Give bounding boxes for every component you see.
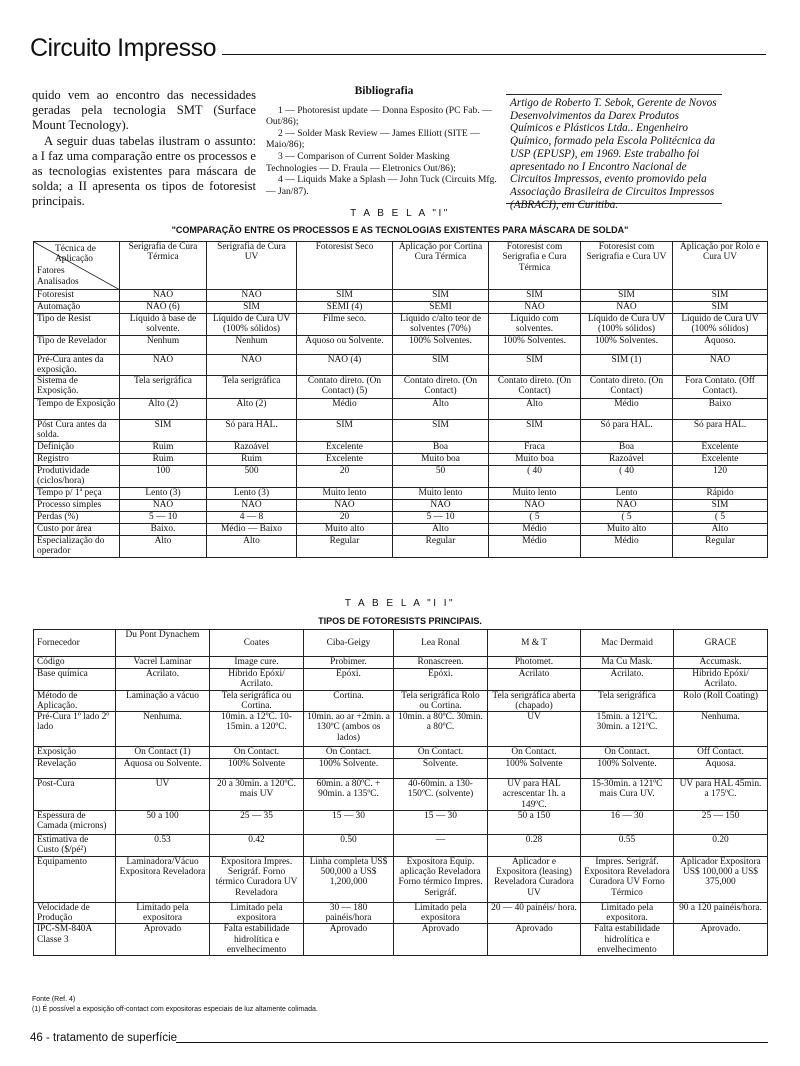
table1-row bbox=[34, 441, 768, 453]
table1-row bbox=[34, 290, 768, 302]
table2-cell: 0.28 bbox=[488, 835, 581, 857]
table2-cell: Epóxi. bbox=[304, 669, 394, 691]
table2-cell: Aprovado. bbox=[674, 924, 768, 956]
table2-cell: 10min. ao ar +2min. a 130ºC (ambos os lados) bbox=[304, 712, 394, 747]
table2-cell: 100% Solvente bbox=[210, 759, 304, 779]
table2-cell: On Contact. bbox=[488, 747, 581, 759]
table1-cell: Boa bbox=[393, 441, 489, 453]
table2-cell: UV bbox=[488, 712, 581, 747]
header-rule bbox=[222, 54, 766, 55]
table1-cell: Médio — Baixo bbox=[207, 523, 297, 535]
bibliography-item: 1 — Photoresist update — Donna Esposito (PC Fab. — Out/86); bbox=[266, 104, 492, 128]
table2-cell: 25 — 35 bbox=[210, 811, 304, 835]
table2-cell: 100% Solvente. bbox=[581, 759, 674, 779]
table1-cell: Regular bbox=[673, 535, 768, 557]
table1-cell: Excelente bbox=[673, 441, 768, 453]
table1-col-header: Aplicação por Cortina Cura Térmica bbox=[393, 242, 489, 290]
table2-cell: 15-30min. a 121ºC mais Cura UV. bbox=[581, 779, 674, 811]
table2-cell: Acrilato. bbox=[581, 669, 674, 691]
table2-row-label: Pré-Cura 1º lado 2º lado bbox=[34, 712, 116, 747]
table1-cell: SIM bbox=[581, 290, 673, 302]
table2-row bbox=[34, 747, 768, 759]
bibliography-item: 2 — Solder Mask Review — James Elliott (SITE — Maio/86); bbox=[266, 127, 480, 151]
table1-cell: Aquoso. bbox=[673, 335, 768, 354]
table1-row bbox=[34, 535, 768, 557]
table1-cell: Líquido de Cura UV (100% sólidos) bbox=[581, 314, 673, 336]
table1-cell: SIM bbox=[297, 290, 393, 302]
table2-cell: 60min. a 80ºC. + 90min. a 135ºC. bbox=[304, 779, 394, 811]
table2-cell: 20 — 40 painéis/ hora. bbox=[488, 902, 581, 924]
table1-cell: NÃO bbox=[207, 499, 297, 511]
table1-cell: Excelente bbox=[297, 453, 393, 465]
table2-row bbox=[34, 779, 768, 811]
table2-cell: 100% Solvente bbox=[488, 759, 581, 779]
table2-cell: Solvente. bbox=[394, 759, 488, 779]
table2-row bbox=[34, 690, 768, 712]
table2-cell: Falta estabilidade hidrolítica e envelhecimento bbox=[210, 924, 304, 956]
table1-cell: ( 5 bbox=[581, 511, 673, 523]
table2-cell: 15 — 30 bbox=[304, 811, 394, 835]
table1-cell: Ruim bbox=[120, 441, 207, 453]
table1-row bbox=[34, 376, 768, 399]
page-header-title: Circuito Impresso bbox=[30, 34, 216, 62]
table1-cell: Excelente bbox=[673, 453, 768, 465]
table1-cell: 100 bbox=[120, 465, 207, 487]
table2-cell: 0.55 bbox=[581, 835, 674, 857]
intro-paragraph-1: quido vem ao encontro das necessidades geradas pela tecnologia SMT (Surface Mount Tecnology). bbox=[32, 88, 256, 133]
table2-cell: Tela serigráfica ou Cortina. bbox=[210, 690, 304, 712]
table1-col-header: Serigrafia de Cura UV bbox=[207, 242, 297, 290]
table1-cell: Líquido à base de solvente. bbox=[120, 314, 207, 336]
table2-cell: 50 a 100 bbox=[116, 811, 210, 835]
table1-cell: Tela serigráfica bbox=[207, 376, 297, 399]
table2-cell: Photomet. bbox=[488, 657, 581, 669]
table2-cell: On Contact. bbox=[394, 747, 488, 759]
table1-cell: NÃO bbox=[207, 354, 297, 376]
intro-text bbox=[32, 88, 256, 210]
table1-cell: SEMI bbox=[393, 302, 489, 314]
table1-row-label: Tempo p/ 1ª peça bbox=[34, 487, 120, 499]
table1-row bbox=[34, 487, 768, 499]
table2-cell: 10min. a 80ºC. 30min. a 80ºC. bbox=[394, 712, 488, 747]
table1-row bbox=[34, 453, 768, 465]
table2-cell: Laminação a vácuo bbox=[116, 690, 210, 712]
table2-col-header: Lea Ronal bbox=[394, 630, 488, 657]
table2-cell: Ma Cu Mask. bbox=[581, 657, 674, 669]
table1-cell: Contato direto. (On Contact) bbox=[393, 376, 489, 399]
table2-row bbox=[34, 657, 768, 669]
table1-cell: Baixo bbox=[673, 399, 768, 420]
table2-cell: 50 a 150 bbox=[488, 811, 581, 835]
table1-row-label: Perdas (%) bbox=[34, 511, 120, 523]
table1-cell: Boa bbox=[581, 441, 673, 453]
table1-cell: Fraca bbox=[489, 441, 581, 453]
table1-cell: 100% Solventes. bbox=[393, 335, 489, 354]
table1-cell: NÃO bbox=[207, 290, 297, 302]
table1-row-label: Sistema de Exposição. bbox=[34, 376, 120, 399]
table2-row bbox=[34, 811, 768, 835]
table2-cell: Expositora Impres. Serigráf. Forno térmico Curadora UV Reveladora bbox=[210, 856, 304, 902]
table1-cell: Só para HAL. bbox=[207, 420, 297, 442]
table1-cell: Lento bbox=[581, 487, 673, 499]
table2-cell: On Contact. bbox=[304, 747, 394, 759]
table1-row bbox=[34, 314, 768, 336]
table2-cell: On Contact (1) bbox=[116, 747, 210, 759]
table2-row-label: Estimativa de Custo ($/pé²) bbox=[34, 835, 116, 857]
table1-col-header: Aplicação por Rolo e Cura UV bbox=[673, 242, 768, 290]
table2-cell: Acrilato. bbox=[116, 669, 210, 691]
table1-cell: Alto bbox=[120, 535, 207, 557]
table2-col-header: GRACE bbox=[674, 630, 768, 657]
table1-cell: Baixo. bbox=[120, 523, 207, 535]
table1-cell: 5 — 10 bbox=[393, 511, 489, 523]
table1-cell: NÃO bbox=[120, 499, 207, 511]
table2-cell: Vacrel Laminar bbox=[116, 657, 210, 669]
table2-row-label: Espessura de Camada (microns) bbox=[34, 811, 116, 835]
table1-cell: NÃO bbox=[581, 302, 673, 314]
table2-row-label: IPC-SM-840A Classe 3 bbox=[34, 924, 116, 956]
table2-cell: Híbrido Epóxi/ Acrilato. bbox=[674, 669, 768, 691]
table2-row bbox=[34, 902, 768, 924]
table1-cell: ( 5 bbox=[673, 511, 768, 523]
table1-row bbox=[34, 420, 768, 442]
table2-col-header: M & T bbox=[488, 630, 581, 657]
table1-row bbox=[34, 511, 768, 523]
table1-row bbox=[34, 335, 768, 354]
table2-cell: UV para HAL acrescentar 1h. a 149ºC. bbox=[488, 779, 581, 811]
table1-cell: Regular bbox=[393, 535, 489, 557]
table2-cell: Acrilato bbox=[488, 669, 581, 691]
table1-cell: Médio bbox=[297, 399, 393, 420]
table1-cell: Contato direto. (On Contact) (5) bbox=[297, 376, 393, 399]
table1-cell: SIM bbox=[673, 499, 768, 511]
table2-col-header: Mac Dermaid bbox=[581, 630, 674, 657]
table1-body bbox=[34, 290, 768, 558]
table1-row-label: Tipo de Revelador bbox=[34, 335, 120, 354]
table2-cell: 15min. a 121ºC. 30min. a 121ºC. bbox=[581, 712, 674, 747]
table1-cell: Médio bbox=[581, 535, 673, 557]
corner-top-label: Técnica de Aplicação bbox=[55, 244, 96, 265]
table1-row-label: Fotoresist bbox=[34, 290, 120, 302]
table2-cell: Aprovado bbox=[394, 924, 488, 956]
table2-row bbox=[34, 759, 768, 779]
table1-row-label: Pré-Cura antes da exposição. bbox=[34, 354, 120, 376]
table2-source-note: Fonte (Ref. 4) bbox=[32, 996, 76, 1003]
table1-cell: Alto (2) bbox=[120, 399, 207, 420]
table2-cell: Epóxi. bbox=[394, 669, 488, 691]
table2-cell: Aprovado bbox=[304, 924, 394, 956]
table1-cell: SIM bbox=[120, 420, 207, 442]
table1-cell: SIM bbox=[207, 302, 297, 314]
table2-cell: Rolo (Roll Coating) bbox=[674, 690, 768, 712]
table1-cell: ( 5 bbox=[489, 511, 581, 523]
table2-row bbox=[34, 669, 768, 691]
table1-cell: Ruim bbox=[120, 453, 207, 465]
bibliography bbox=[266, 86, 502, 197]
table2-cell: Accumask. bbox=[674, 657, 768, 669]
table1-cell: 20 bbox=[297, 511, 393, 523]
table1-cell: Alto bbox=[489, 399, 581, 420]
bibliography-item: 3 — Comparison of Current Solder Masking Technologies — D. Fraula — Eletronics Out/86); bbox=[266, 150, 456, 174]
table1-cell: SIM (1) bbox=[581, 354, 673, 376]
table2-label: T A B E L A "I I" bbox=[344, 598, 456, 609]
table1-cell: Rápido bbox=[673, 487, 768, 499]
table2-cell: Limitado pela expositora bbox=[210, 902, 304, 924]
table2-cell: Híbrido Epóxi/ Acrilato. bbox=[210, 669, 304, 691]
table1-corner-header bbox=[34, 242, 120, 290]
intro-paragraph-2: A seguir duas tabelas ilustram o assunto: a I faz uma comparação entre os processos e as tecnologias existentes para máscara de solda; a II apresenta os tipos de fotoresist principais. bbox=[32, 133, 256, 209]
table2-col-header: Coates bbox=[210, 630, 304, 657]
table1-cell: SIM bbox=[489, 354, 581, 376]
table1-cell: NÃO bbox=[673, 354, 768, 376]
table2-row bbox=[34, 924, 768, 956]
table1-row bbox=[34, 523, 768, 535]
table1-cell: SIM bbox=[673, 302, 768, 314]
table1-cell: NÃO bbox=[393, 499, 489, 511]
table2-cell: Aplicador e Expositora (leasing) Reveladora Curadora UV bbox=[488, 856, 581, 902]
table2-cell: Aprovado bbox=[488, 924, 581, 956]
table2-cell: 30 — 180 painéis/hora bbox=[304, 902, 394, 924]
table1-cell: Contato direto. (On Contact) bbox=[581, 376, 673, 399]
table2-cell: 20 a 30min. a 120ºC. mais UV bbox=[210, 779, 304, 811]
article-author-note: Artigo de Roberto T. Sebok, Gerente de Novos Desenvolvimentos da Darex Produtos Químicos e Plásticos Ltda.. Engenheiro Químico, formado pela Escola Politécnica da USP (EPUSP), em 1969. Este trabalho foi apresentado no I Encontro Nacional de Circuitos Impressos, evento promovido pela Associação Brasileira de Circuitos Impressos (ABRACI), em Curitiba. bbox=[506, 94, 722, 204]
table1-cell: ( 40 bbox=[489, 465, 581, 487]
table1-cell: Razoável bbox=[207, 441, 297, 453]
table2-row bbox=[34, 835, 768, 857]
table2-footnote: (1) É possível a exposição off-contact com expositoras especiais de luz altamente colimada. bbox=[32, 1006, 318, 1013]
table1-cell: Muito lento bbox=[393, 487, 489, 499]
table2-cell: Nenhuma. bbox=[674, 712, 768, 747]
table1-col-header: Serigrafia de Cura Térmica bbox=[120, 242, 207, 290]
table2-cell: Expositora Equip. aplicação Reveladora Forno térmico Impres. Serigráf. bbox=[394, 856, 488, 902]
table1-cell: SIM bbox=[673, 290, 768, 302]
page-footer: 46 - tratamento de superfície bbox=[30, 1032, 178, 1044]
table1-cell: NÃO bbox=[581, 499, 673, 511]
table1-cell: Nenhum bbox=[207, 335, 297, 354]
table2-cell: 40-60min. a 130-150ºC. (solvente) bbox=[394, 779, 488, 811]
table1-cell: Aquoso ou Solvente. bbox=[297, 335, 393, 354]
table2-row-label: Método de Aplicação. bbox=[34, 690, 116, 712]
table1-cell: NÃO bbox=[297, 499, 393, 511]
table1-cell: Alto bbox=[207, 535, 297, 557]
table2-cell: 10min. a 12ºC. 10-15min. a 120ºC. bbox=[210, 712, 304, 747]
table1-cell: Fora Contato. (Off Contact). bbox=[673, 376, 768, 399]
table2-cell: Tela serigráfica aberta (chapado) bbox=[488, 690, 581, 712]
table2-cell: — bbox=[394, 835, 488, 857]
table1-cell: Contato direto. (On Contact) bbox=[489, 376, 581, 399]
table1-row-label: Registro bbox=[34, 453, 120, 465]
table1-row bbox=[34, 354, 768, 376]
table2-cell: Aprovado bbox=[116, 924, 210, 956]
table1-cell: 120 bbox=[673, 465, 768, 487]
table1-row-label: Custo por área bbox=[34, 523, 120, 535]
table2-col-header: Ciba-Geigy bbox=[304, 630, 394, 657]
table1-cell: 20 bbox=[297, 465, 393, 487]
table1-cell: Muito boa bbox=[393, 453, 489, 465]
table2-cell: Aquosa. bbox=[674, 759, 768, 779]
table2-cell: Cortina. bbox=[304, 690, 394, 712]
table2-cell: Aquosa ou Solvente. bbox=[116, 759, 210, 779]
table1-cell: SIM bbox=[489, 420, 581, 442]
table1-row bbox=[34, 399, 768, 420]
table1-cell: ( 40 bbox=[581, 465, 673, 487]
table2-cell: Limitado pela expositora bbox=[116, 902, 210, 924]
table1-cell: Excelente bbox=[297, 441, 393, 453]
table1-cell: SEMI (4) bbox=[297, 302, 393, 314]
table2-cell: 15 — 30 bbox=[394, 811, 488, 835]
table1-cell: Líquido com solventes. bbox=[489, 314, 581, 336]
table2-cell: Tela serigráfica Rolo ou Cortina. bbox=[394, 690, 488, 712]
table2-cell: On Contact. bbox=[581, 747, 674, 759]
table1-cell: Muito lento bbox=[297, 487, 393, 499]
table1-cell: NÃO bbox=[120, 290, 207, 302]
table1-row bbox=[34, 499, 768, 511]
table1-cell: Só para HAL. bbox=[581, 420, 673, 442]
table1-cell: Médio bbox=[489, 523, 581, 535]
table2-row bbox=[34, 856, 768, 902]
table1-cell: Muito boa bbox=[489, 453, 581, 465]
table2-cell: Falta estabilidade hidrolítica e envelhecimento bbox=[581, 924, 674, 956]
table2-cell: 0.50 bbox=[304, 835, 394, 857]
table2-row-label: Exposição bbox=[34, 747, 116, 759]
table1-cell: 50 bbox=[393, 465, 489, 487]
footer-rule bbox=[176, 1042, 768, 1043]
table2-cell: Tela serigráfica bbox=[581, 690, 674, 712]
table1-cell: Alto bbox=[673, 523, 768, 535]
table1-col-header: Fotoresist Seco bbox=[297, 242, 393, 290]
table1-cell: NÃO bbox=[120, 354, 207, 376]
table2-cell: Laminadora/Vácuo Expositora Reveladora bbox=[116, 856, 210, 902]
table1-cell: Muito alto bbox=[297, 523, 393, 535]
table1-cell: Tela serigráfica bbox=[120, 376, 207, 399]
table1-cell: Líquido de Cura UV (100% sólidos) bbox=[207, 314, 297, 336]
table1-cell: Ruim bbox=[207, 453, 297, 465]
table2-cell: 90 a 120 painéis/hora. bbox=[674, 902, 768, 924]
table2-cell: 100% Solvente. bbox=[304, 759, 394, 779]
table1-row-label: Tipo de Resist bbox=[34, 314, 120, 336]
table1-cell: Filme seco. bbox=[297, 314, 393, 336]
table2-cell: Linha completa US$ 500,000 a US$ 1,200,000 bbox=[304, 856, 394, 902]
table1-cell: SIM bbox=[393, 290, 489, 302]
table2-cell: Impres. Serigráf. Expositora Reveladora Curadora UV Forno Térmico bbox=[581, 856, 674, 902]
table2-cell: 16 — 30 bbox=[581, 811, 674, 835]
table1-row-label: Póst Cura antes da solda. bbox=[34, 420, 120, 442]
table1-cell: Médio bbox=[489, 535, 581, 557]
table1-row-label: Processo simples bbox=[34, 499, 120, 511]
table2-row-label: Equipamento bbox=[34, 856, 116, 902]
table2-cell: On Contact. bbox=[210, 747, 304, 759]
bibliography-heading: Bibliografia bbox=[354, 85, 414, 97]
table2-col-header: Du Pont Dynachem bbox=[116, 630, 210, 657]
table1-cell: Muito lento bbox=[489, 487, 581, 499]
table1-col-header: Fotoresist com Serigrafia e Cura UV bbox=[581, 242, 673, 290]
table1-label: T A B E L A "I" bbox=[350, 208, 450, 219]
table1-cell: SIM bbox=[489, 290, 581, 302]
table2-row-label: Código bbox=[34, 657, 116, 669]
table1-cell: NÃO bbox=[489, 499, 581, 511]
table1-row-label: Definição bbox=[34, 441, 120, 453]
table1-cell: Nenhum bbox=[120, 335, 207, 354]
table2-row-label: Post-Cura bbox=[34, 779, 116, 811]
table1-cell: 5 — 10 bbox=[120, 511, 207, 523]
table1-row-label: Especialização do operador bbox=[34, 535, 120, 557]
table1-row bbox=[34, 465, 768, 487]
table1-cell: Lento (3) bbox=[207, 487, 297, 499]
table1-cell: 500 bbox=[207, 465, 297, 487]
table1-cell: Líquido c/alto teor de solventes (70%) bbox=[393, 314, 489, 336]
table1-cell: 100% Solventes. bbox=[489, 335, 581, 354]
table1-title: "COMPARAÇÃO ENTRE OS PROCESSOS E AS TECNOLOGIAS EXISTENTES PARA MÁSCARA DE SOLDA" bbox=[171, 225, 629, 235]
table2-cell: Limitado pela expositora bbox=[394, 902, 488, 924]
table2-cell: UV para HAL 45min. a 175ºC. bbox=[674, 779, 768, 811]
table1-cell: Muito alto bbox=[581, 523, 673, 535]
table2-cell: 0.42 bbox=[210, 835, 304, 857]
table2-cell: Image cure. bbox=[210, 657, 304, 669]
table2-cell: Aplicador Expositora US$ 100,000 a US$ 375,000 bbox=[674, 856, 768, 902]
table2 bbox=[33, 629, 768, 956]
table1-cell: Alto (2) bbox=[207, 399, 297, 420]
table2-row-label: Velocidade de Produção bbox=[34, 902, 116, 924]
table1-cell: Lento (3) bbox=[120, 487, 207, 499]
table2-cell: Probimer. bbox=[304, 657, 394, 669]
table1-cell: Regular bbox=[297, 535, 393, 557]
table2-row-label: Revelação bbox=[34, 759, 116, 779]
table2-cell: Off Contact. bbox=[674, 747, 768, 759]
table1-row-label: Tempo de Exposição bbox=[34, 399, 120, 420]
table1-cell: 100% Solventes. bbox=[581, 335, 673, 354]
table2-title: TIPOS DE FOTORESISTS PRINCIPAIS. bbox=[318, 616, 482, 626]
table1-cell: Alto bbox=[393, 523, 489, 535]
table2-cell: 25 — 150 bbox=[674, 811, 768, 835]
table2-cell: Nenhuma. bbox=[116, 712, 210, 747]
table1-cell: 4 — 8 bbox=[207, 511, 297, 523]
table2-header-first: Fornecedor bbox=[34, 630, 116, 657]
table2-cell: Limitado pela expositora. bbox=[581, 902, 674, 924]
table2-cell: 0.53 bbox=[116, 835, 210, 857]
table1-row bbox=[34, 302, 768, 314]
table1-cell: Líquido de Cura UV (100% sólidos) bbox=[673, 314, 768, 336]
table1-cell: NÃO (6) bbox=[120, 302, 207, 314]
table1-row-label: Produtividade (ciclos/hora) bbox=[34, 465, 120, 487]
table1-cell: SIM bbox=[297, 420, 393, 442]
bibliography-item: 4 — Liquids Make a Splash — John Tuck (Circuits Mfg. — Jan/87). bbox=[266, 174, 497, 197]
table1-cell: Alto bbox=[393, 399, 489, 420]
table1-cell: NÃO bbox=[489, 302, 581, 314]
table1-cell: SIM bbox=[393, 420, 489, 442]
table1-cell: SIM bbox=[393, 354, 489, 376]
corner-bottom-label: Fatores Analisados bbox=[37, 266, 79, 287]
table1-row-label: Automação bbox=[34, 302, 120, 314]
table1-cell: NÃO (4) bbox=[297, 354, 393, 376]
table1-cell: Médio bbox=[581, 399, 673, 420]
table2-cell: UV bbox=[116, 779, 210, 811]
table1-col-header: Fotoresist com Serigrafia e Cura Térmica bbox=[489, 242, 581, 290]
table2-row-label: Base química bbox=[34, 669, 116, 691]
table1-cell: Razoável bbox=[581, 453, 673, 465]
table2-cell: 0.20 bbox=[674, 835, 768, 857]
table2-cell: Ronascreen. bbox=[394, 657, 488, 669]
table2-body bbox=[34, 657, 768, 956]
table1 bbox=[33, 241, 768, 558]
table2-row bbox=[34, 712, 768, 747]
table1-cell: Só para HAL. bbox=[673, 420, 768, 442]
